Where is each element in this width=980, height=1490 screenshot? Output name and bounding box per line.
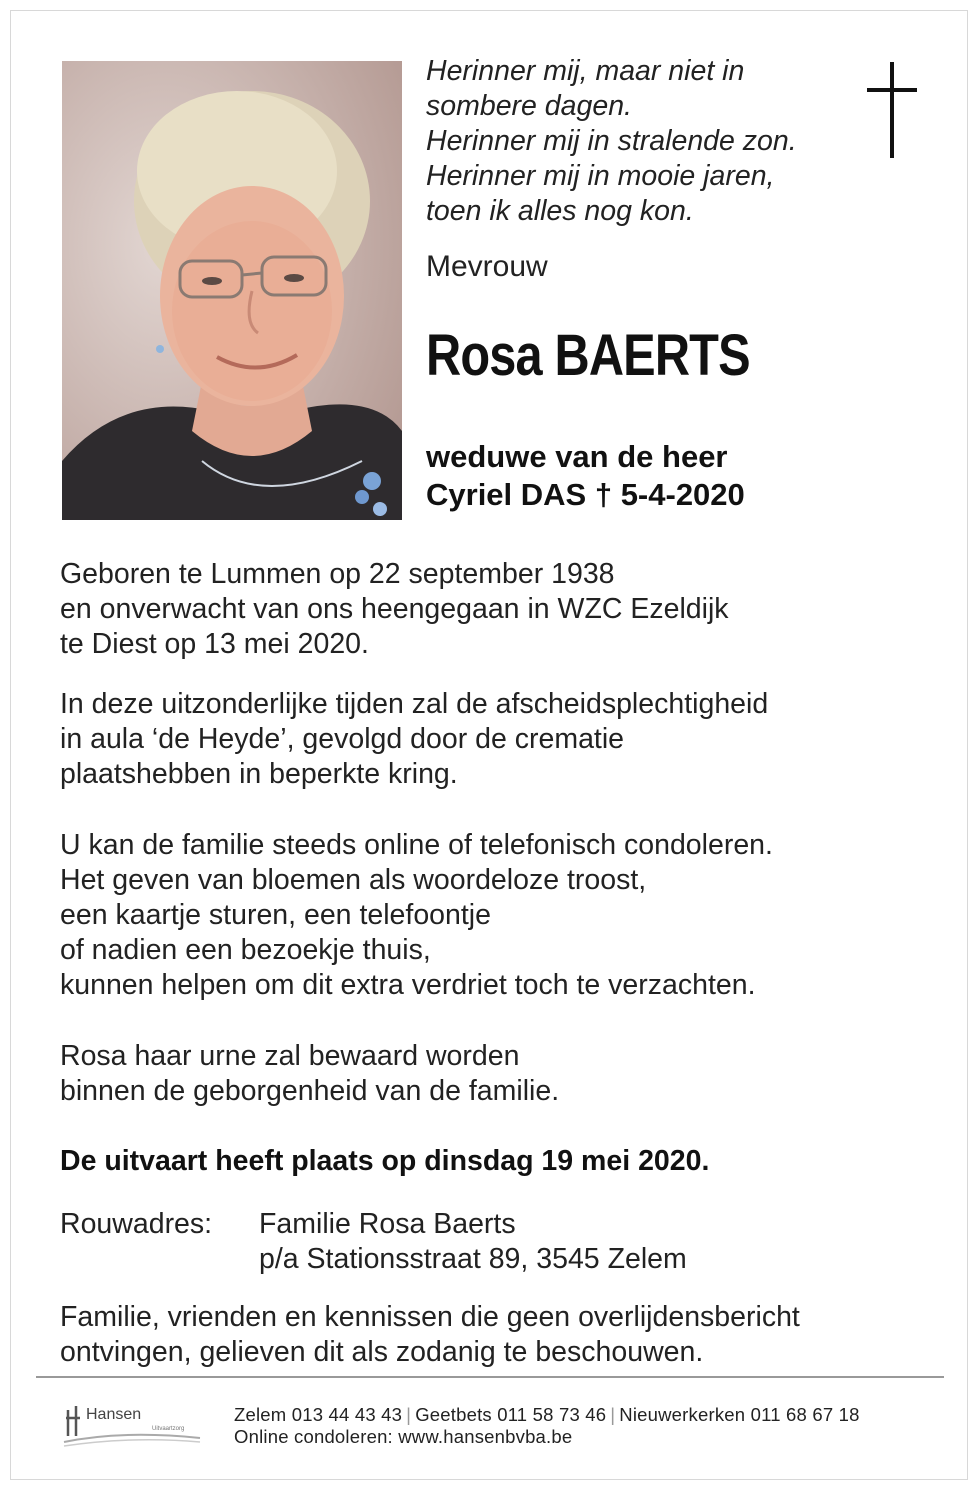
cross-icon	[862, 62, 922, 160]
logo-name: Hansen	[86, 1406, 142, 1423]
hansen-logo	[62, 1400, 202, 1450]
phone-zelem: Zelem 013 44 43 43	[234, 1404, 403, 1425]
address-label: Rouwadres:	[60, 1208, 213, 1240]
logo-subtitle: Uitvaartzorg	[152, 1426, 185, 1432]
text-line: Rosa haar urne zal bewaard worden	[60, 1040, 520, 1072]
text-line: ontvingen, gelieven dit als zodanig te beschouwen.	[60, 1336, 704, 1368]
poem-line: Herinner mij, maar niet in	[426, 55, 745, 87]
text-line: en onverwacht van ons heengegaan in WZC Ezeldijk	[60, 593, 729, 625]
ceremony-paragraph	[60, 687, 920, 792]
text-line: te Diest op 13 mei 2020.	[60, 628, 369, 660]
deceased-name: Rosa BAERTS	[426, 323, 750, 388]
portrait-photo	[62, 61, 402, 520]
text-line: Geboren te Lummen op 22 september 1938	[60, 558, 615, 590]
text-line: U kan de familie steeds online of telefonisch condoleren.	[60, 829, 773, 861]
widow-of	[426, 438, 745, 514]
phone-geetbets: Geetbets 011 58 73 46	[415, 1404, 607, 1425]
text-line: kunnen helpen om dit extra verdriet toch te verzachten.	[60, 969, 756, 1001]
condolence-paragraph	[60, 828, 920, 1003]
text-line: plaatshebben in beperkte kring.	[60, 758, 458, 790]
address-line: p/a Stationsstraat 89, 3545 Zelem	[259, 1243, 687, 1275]
phone-line: Zelem 013 44 43 43 | Geetbets 011 58 73 46 | Nieuwerkerken 011 68 67 18	[234, 1404, 860, 1425]
text-line: of nadien een bezoekje thuis,	[60, 934, 431, 966]
text-line: Het geven van bloemen als woordeloze troost,	[60, 864, 647, 896]
footer-divider	[36, 1376, 944, 1378]
widow-line: Cyriel DAS † 5-4-2020	[426, 477, 745, 512]
text-line: In deze uitzonderlijke tijden zal de afscheidsplechtigheid	[60, 688, 769, 720]
phone-nieuwerkerken: Nieuwerkerken 011 68 67 18	[619, 1404, 860, 1425]
online-condolence: Online condoleren: www.hansenbvba.be	[234, 1426, 573, 1447]
widow-line: weduwe van de heer	[426, 439, 728, 474]
text-line: een kaartje sturen, een telefoontje	[60, 899, 491, 931]
address-line: Familie Rosa Baerts	[259, 1208, 516, 1240]
urn-paragraph	[60, 1039, 920, 1109]
text-line: De uitvaart heeft plaats op dinsdag 19 mei 2020.	[60, 1145, 710, 1177]
poem-line: Herinner mij in mooie jaren,	[426, 160, 775, 192]
honorific: Mevrouw	[426, 250, 548, 283]
poem-line: sombere dagen.	[426, 90, 632, 122]
memorial-poem	[426, 54, 866, 229]
text-line: in aula ‘de Heyde’, gevolgd door de crematie	[60, 723, 625, 755]
contact-info	[234, 1404, 860, 1448]
birth-paragraph	[60, 557, 920, 662]
poem-line: toen ik alles nog kon.	[426, 195, 694, 227]
notice-paragraph	[60, 1300, 920, 1370]
funeral-date	[60, 1144, 920, 1179]
text-line: binnen de geborgenheid van de familie.	[60, 1075, 560, 1107]
poem-line: Herinner mij in stralende zon.	[426, 125, 797, 157]
address-lines	[259, 1207, 687, 1277]
text-line: Familie, vrienden en kennissen die geen overlijdensbericht	[60, 1301, 800, 1333]
